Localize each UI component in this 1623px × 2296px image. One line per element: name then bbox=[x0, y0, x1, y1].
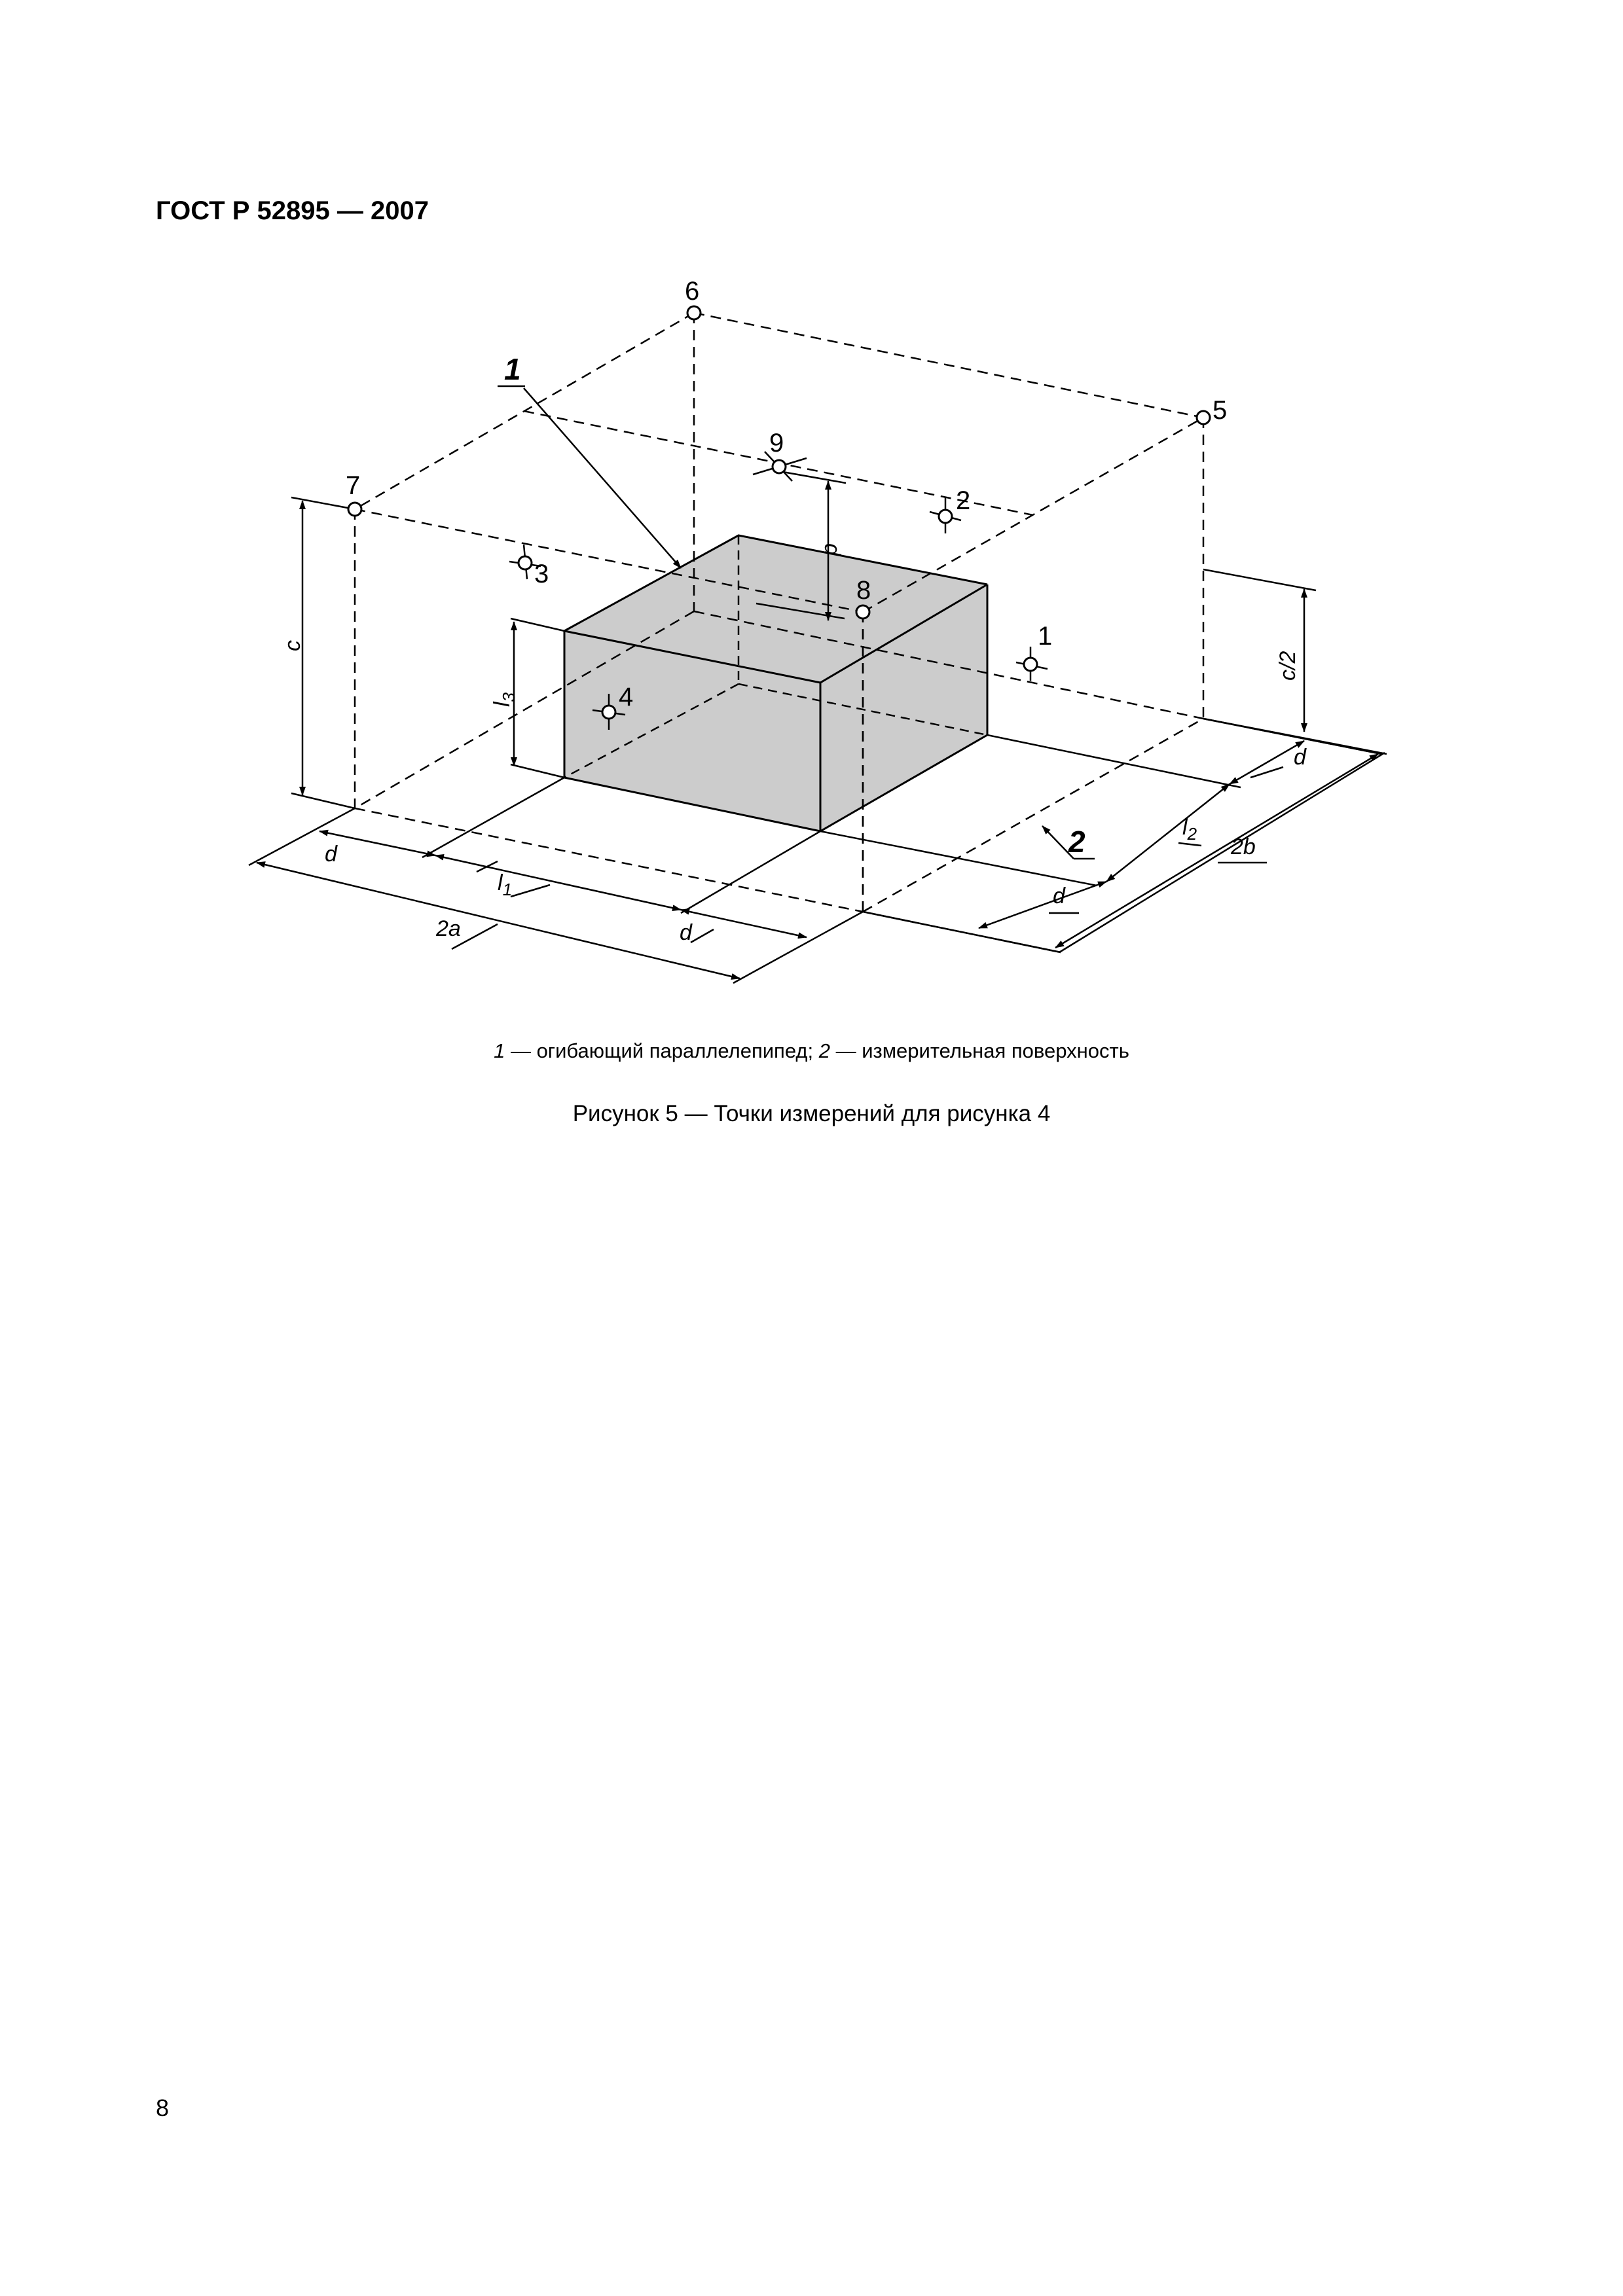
point-label-5: 5 bbox=[1213, 396, 1228, 425]
point-label-6: 6 bbox=[685, 277, 700, 306]
dim-label-l3: $l_3$ bbox=[490, 692, 519, 707]
dim-label-d-vertical: d bbox=[820, 543, 845, 556]
measurement-points-figure bbox=[0, 0, 1623, 1021]
dim-label-2b: 2b bbox=[1231, 834, 1256, 859]
point-label-9: 9 bbox=[769, 429, 784, 457]
figure-caption: Рисунок 5 — Точки измерений для рисунка 4 bbox=[572, 1101, 1051, 1126]
legend-item1-text: — огибающий параллелепипед; bbox=[505, 1039, 819, 1062]
point-5 bbox=[1197, 411, 1210, 424]
dim-label-d-right-bottom: d bbox=[1053, 884, 1065, 908]
legend-item2-text: — измерительная поверхность bbox=[830, 1039, 1129, 1062]
point-label-8: 8 bbox=[856, 576, 871, 605]
dim-label-d-left: d bbox=[325, 842, 337, 867]
figure-legend bbox=[0, 1039, 1623, 1063]
dim-label-d-right-top: d bbox=[1294, 745, 1306, 770]
legend-item2-number: 2 bbox=[818, 1039, 830, 1062]
document-header: ГОСТ Р 52895 — 2007 bbox=[156, 196, 429, 225]
page-number: 8 bbox=[156, 2094, 170, 2121]
reference-label-1: 1 bbox=[504, 352, 521, 386]
reference-label-2: 2 bbox=[1068, 825, 1085, 859]
point-8 bbox=[856, 605, 869, 619]
point-7 bbox=[348, 503, 361, 516]
dim-label-2a: 2a bbox=[436, 916, 461, 941]
dim-label-c2: c/2 bbox=[1275, 651, 1300, 681]
dim-label-l2: $l_2$ bbox=[1182, 815, 1197, 844]
dim-label-d-mid: d bbox=[680, 920, 692, 945]
dim-label-l1: $l_1$ bbox=[498, 870, 513, 899]
point-label-3: 3 bbox=[534, 560, 549, 588]
legend-item1-number: 1 bbox=[494, 1039, 505, 1062]
dim-label-c: c bbox=[280, 640, 305, 651]
point-1 bbox=[1016, 647, 1048, 681]
point-6 bbox=[687, 306, 701, 319]
point-label-7: 7 bbox=[346, 471, 361, 500]
point-label-4: 4 bbox=[619, 683, 634, 711]
point-label-2: 2 bbox=[956, 486, 971, 515]
point-label-1: 1 bbox=[1038, 622, 1053, 651]
